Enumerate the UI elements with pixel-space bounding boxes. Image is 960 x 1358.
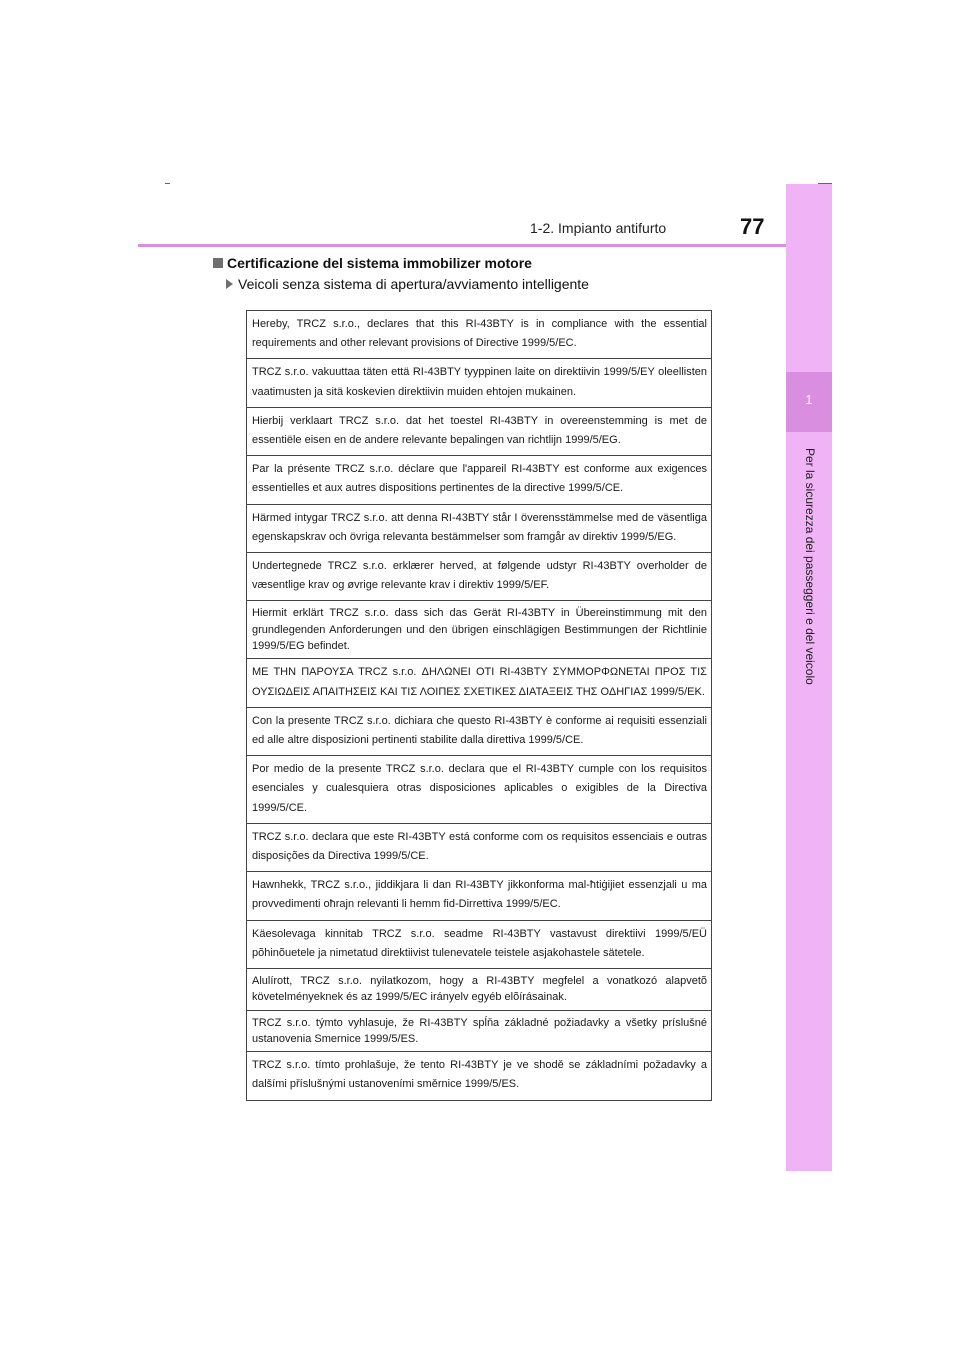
subheading-text: Veicoli senza sistema di apertura/avviamento intelligente [238, 276, 589, 292]
declaration-fi: TRCZ s.r.o. vakuuttaa täten että RI-43BTY tyyppinen laite on direktiivin 1999/5/EY oleellisten vaatimusten ja sitä koskevien direktiivin muiden ehtojen mukainen. [247, 359, 711, 407]
declaration-mt: Hawnhekk, TRCZ s.r.o., jiddikjara li dan RI-43BTY jikkonforma mal-ħtiġijiet essenzjali u ma provvedimenti oħrajn relevanti li hemm fid-Dirrettiva 1999/5/EC. [247, 872, 711, 920]
section-heading [213, 255, 532, 271]
crop-mark [165, 183, 170, 184]
declaration-it: Con la presente TRCZ s.r.o. dichiara che questo RI-43BTY è conforme ai requisiti essenziali ed alle altre disposizioni pertinenti stabilite dalla direttiva 1999/5/CE. [247, 708, 711, 756]
declaration-en: Hereby, TRCZ s.r.o., declares that this RI-43BTY is in compliance with the essential requirements and other relevant provisions of Directive 1999/5/EC. [247, 311, 711, 359]
declaration-sk: TRCZ s.r.o. týmto vyhlasuje, že RI-43BTY spĺňa základné požiadavky a všetky príslušné ustanovenia Smernice 1999/5/ES. [247, 1011, 711, 1053]
chapter-label-text: Per la sicurezza dei passeggeri e del veicolo [803, 448, 817, 685]
declaration-nl: Hierbij verklaart TRCZ s.r.o. dat het toestel RI-43BTY in overeenstemming is met de essentiële eisen en de andere relevante bepalingen van richtlijn 1999/5/EG. [247, 408, 711, 456]
header-title: 1-2. Impianto antifurto [530, 220, 667, 236]
declaration-et: Käesolevaga kinnitab TRCZ s.r.o. seadme RI-43BTY vastavust direktiivi 1999/5/EÜ põhinõuetele ja nimetatud direktiivist tulenevatele teistele asjakohastele sätetele. [247, 921, 711, 969]
section-heading-text: Certificazione del sistema immobilizer motore [227, 255, 532, 271]
declaration-da: Undertegnede TRCZ s.r.o. erklærer herved, at følgende udstyr RI-43BTY overholder de væsentlige krav og øvrige relevante krav i direktiv 1999/5/EF. [247, 553, 711, 601]
declaration-pt: TRCZ s.r.o. declara que este RI-43BTY está conforme com os requisitos essenciais e outras disposições da Directiva 1999/5/CE. [247, 824, 711, 872]
certification-table [246, 310, 712, 1101]
declaration-fr: Par la présente TRCZ s.r.o. déclare que l'appareil RI-43BTY est conforme aux exigences essentielles et aux autres dispositions pertinentes de la directive 1999/5/CE. [247, 456, 711, 504]
header-divider [138, 244, 786, 247]
declaration-cs: TRCZ s.r.o. tímto prohlašuje, že tento RI-43BTY je ve shodě se základními požadavky a dalšími příslušnými ustanoveními směrnice 1999/5/ES. [252, 1059, 707, 1091]
declaration-el: ΜΕ ΤΗΝ ΠΑΡΟΥΣΑ TRCZ s.r.o. ΔΗΛΩΝΕΙ ΟΤΙ RI-43BTY ΣΥΜΜΟΡΦΩΝΕΤΑΙ ΠΡΟΣ ΤΙΣ ΟΥΣΙΩΔΕΙΣ ΑΠΑΙΤΗΣΕΙΣ ΚΑΙ ΤΙΣ ΛΟΙΠΕΣ ΣΧΕΤΙΚΕΣ ΔΙΑΤΑΞΕΙΣ ΤΗΣ ΟΔΗΓΙΑΣ 1999/5/ΕΚ. [247, 659, 711, 707]
declaration-sv: Härmed intygar TRCZ s.r.o. att denna RI-43BTY står I överensstämmelse med de väsentliga egenskapskrav och övriga relevanta bestämmelser som framgår av direktiv 1999/5/EG. [247, 505, 711, 553]
declaration-es: Por medio de la presente TRCZ s.r.o. declara que el RI-43BTY cumple con los requisitos esenciales y cualesquiera otras disposiciones aplicables o exigibles de la Directiva 1999/5/CE. [247, 756, 711, 824]
chapter-number: 1 [805, 392, 813, 407]
declaration-hu: Alulírott, TRCZ s.r.o. nyilatkozom, hogy a RI-43BTY megfelel a vonatkozó alapvetõ követelményeknek és az 1999/5/EC irányelv egyéb elõírásainak. [247, 969, 711, 1011]
page-number: 77 [740, 214, 765, 239]
chapter-label [802, 448, 818, 1108]
declaration-de: Hiermit erklärt TRCZ s.r.o. dass sich das Gerät RI-43BTY in Übereinstimmung mit den grundlegenden Anforderungen und den übrigen einschlägigen Bestimmungen der Richtlinie 1999/5/EG befindet. [247, 601, 711, 659]
triangle-arrow-icon [226, 279, 233, 289]
subheading [226, 276, 589, 292]
square-bullet-icon [213, 258, 223, 268]
